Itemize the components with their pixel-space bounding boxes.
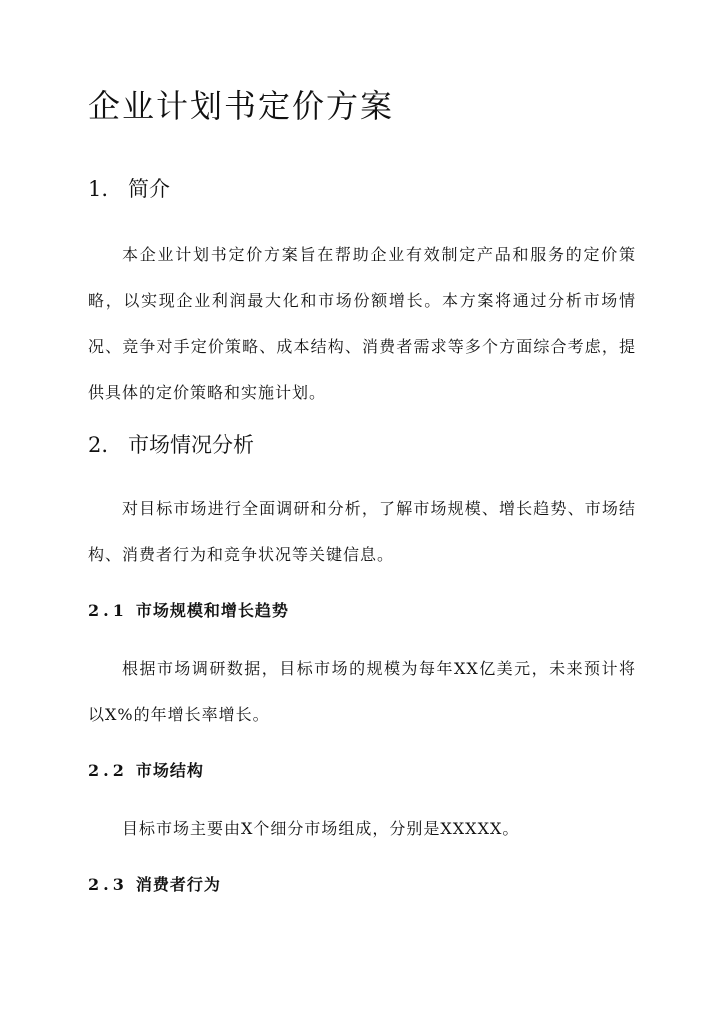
section-2-title: 市场情况分析 [128, 433, 254, 457]
section-1-paragraph: 本企业计划书定价方案旨在帮助企业有效制定产品和服务的定价策略，以实现企业利润最大化和市场份额增长。本方案将通过分析市场情况、竞争对手定价策略、成本结构、消费者需求等多个方面综合考虑，提供具体的定价策略和实施计划。 [88, 245, 636, 402]
section-2-2-paragraph: 目标市场主要由X个细分市场组成，分别是XXXXX。 [122, 819, 520, 838]
section-1-title: 简介 [128, 177, 170, 201]
document-title: 企业计划书定价方案 [88, 87, 395, 125]
section-2-1-title: 市场规模和增长趋势 [135, 601, 289, 620]
section-2-2-number: 2.2 [88, 761, 128, 780]
section-2-1-number: 2.1 [88, 601, 128, 620]
section-2-2-heading [88, 759, 204, 783]
section-1-number: 1. [88, 177, 109, 201]
section-2-1-heading [88, 599, 289, 623]
section-2-1-paragraph: 根据市场调研数据，目标市场的规模为每年XX亿美元，未来预计将以X%的年增长率增长。 [88, 659, 636, 724]
section-1-heading [88, 174, 170, 204]
section-2-number: 2. [88, 433, 109, 457]
section-2-2-title: 市场结构 [135, 761, 204, 780]
section-2-3-title: 消费者行为 [135, 875, 221, 894]
section-2-3-heading [88, 873, 221, 897]
section-2-heading [88, 430, 254, 460]
section-2-paragraph: 对目标市场进行全面调研和分析，了解市场规模、增长趋势、市场结构、消费者行为和竞争状况等关键信息。 [88, 499, 636, 564]
section-2-3-number: 2.3 [88, 875, 128, 894]
